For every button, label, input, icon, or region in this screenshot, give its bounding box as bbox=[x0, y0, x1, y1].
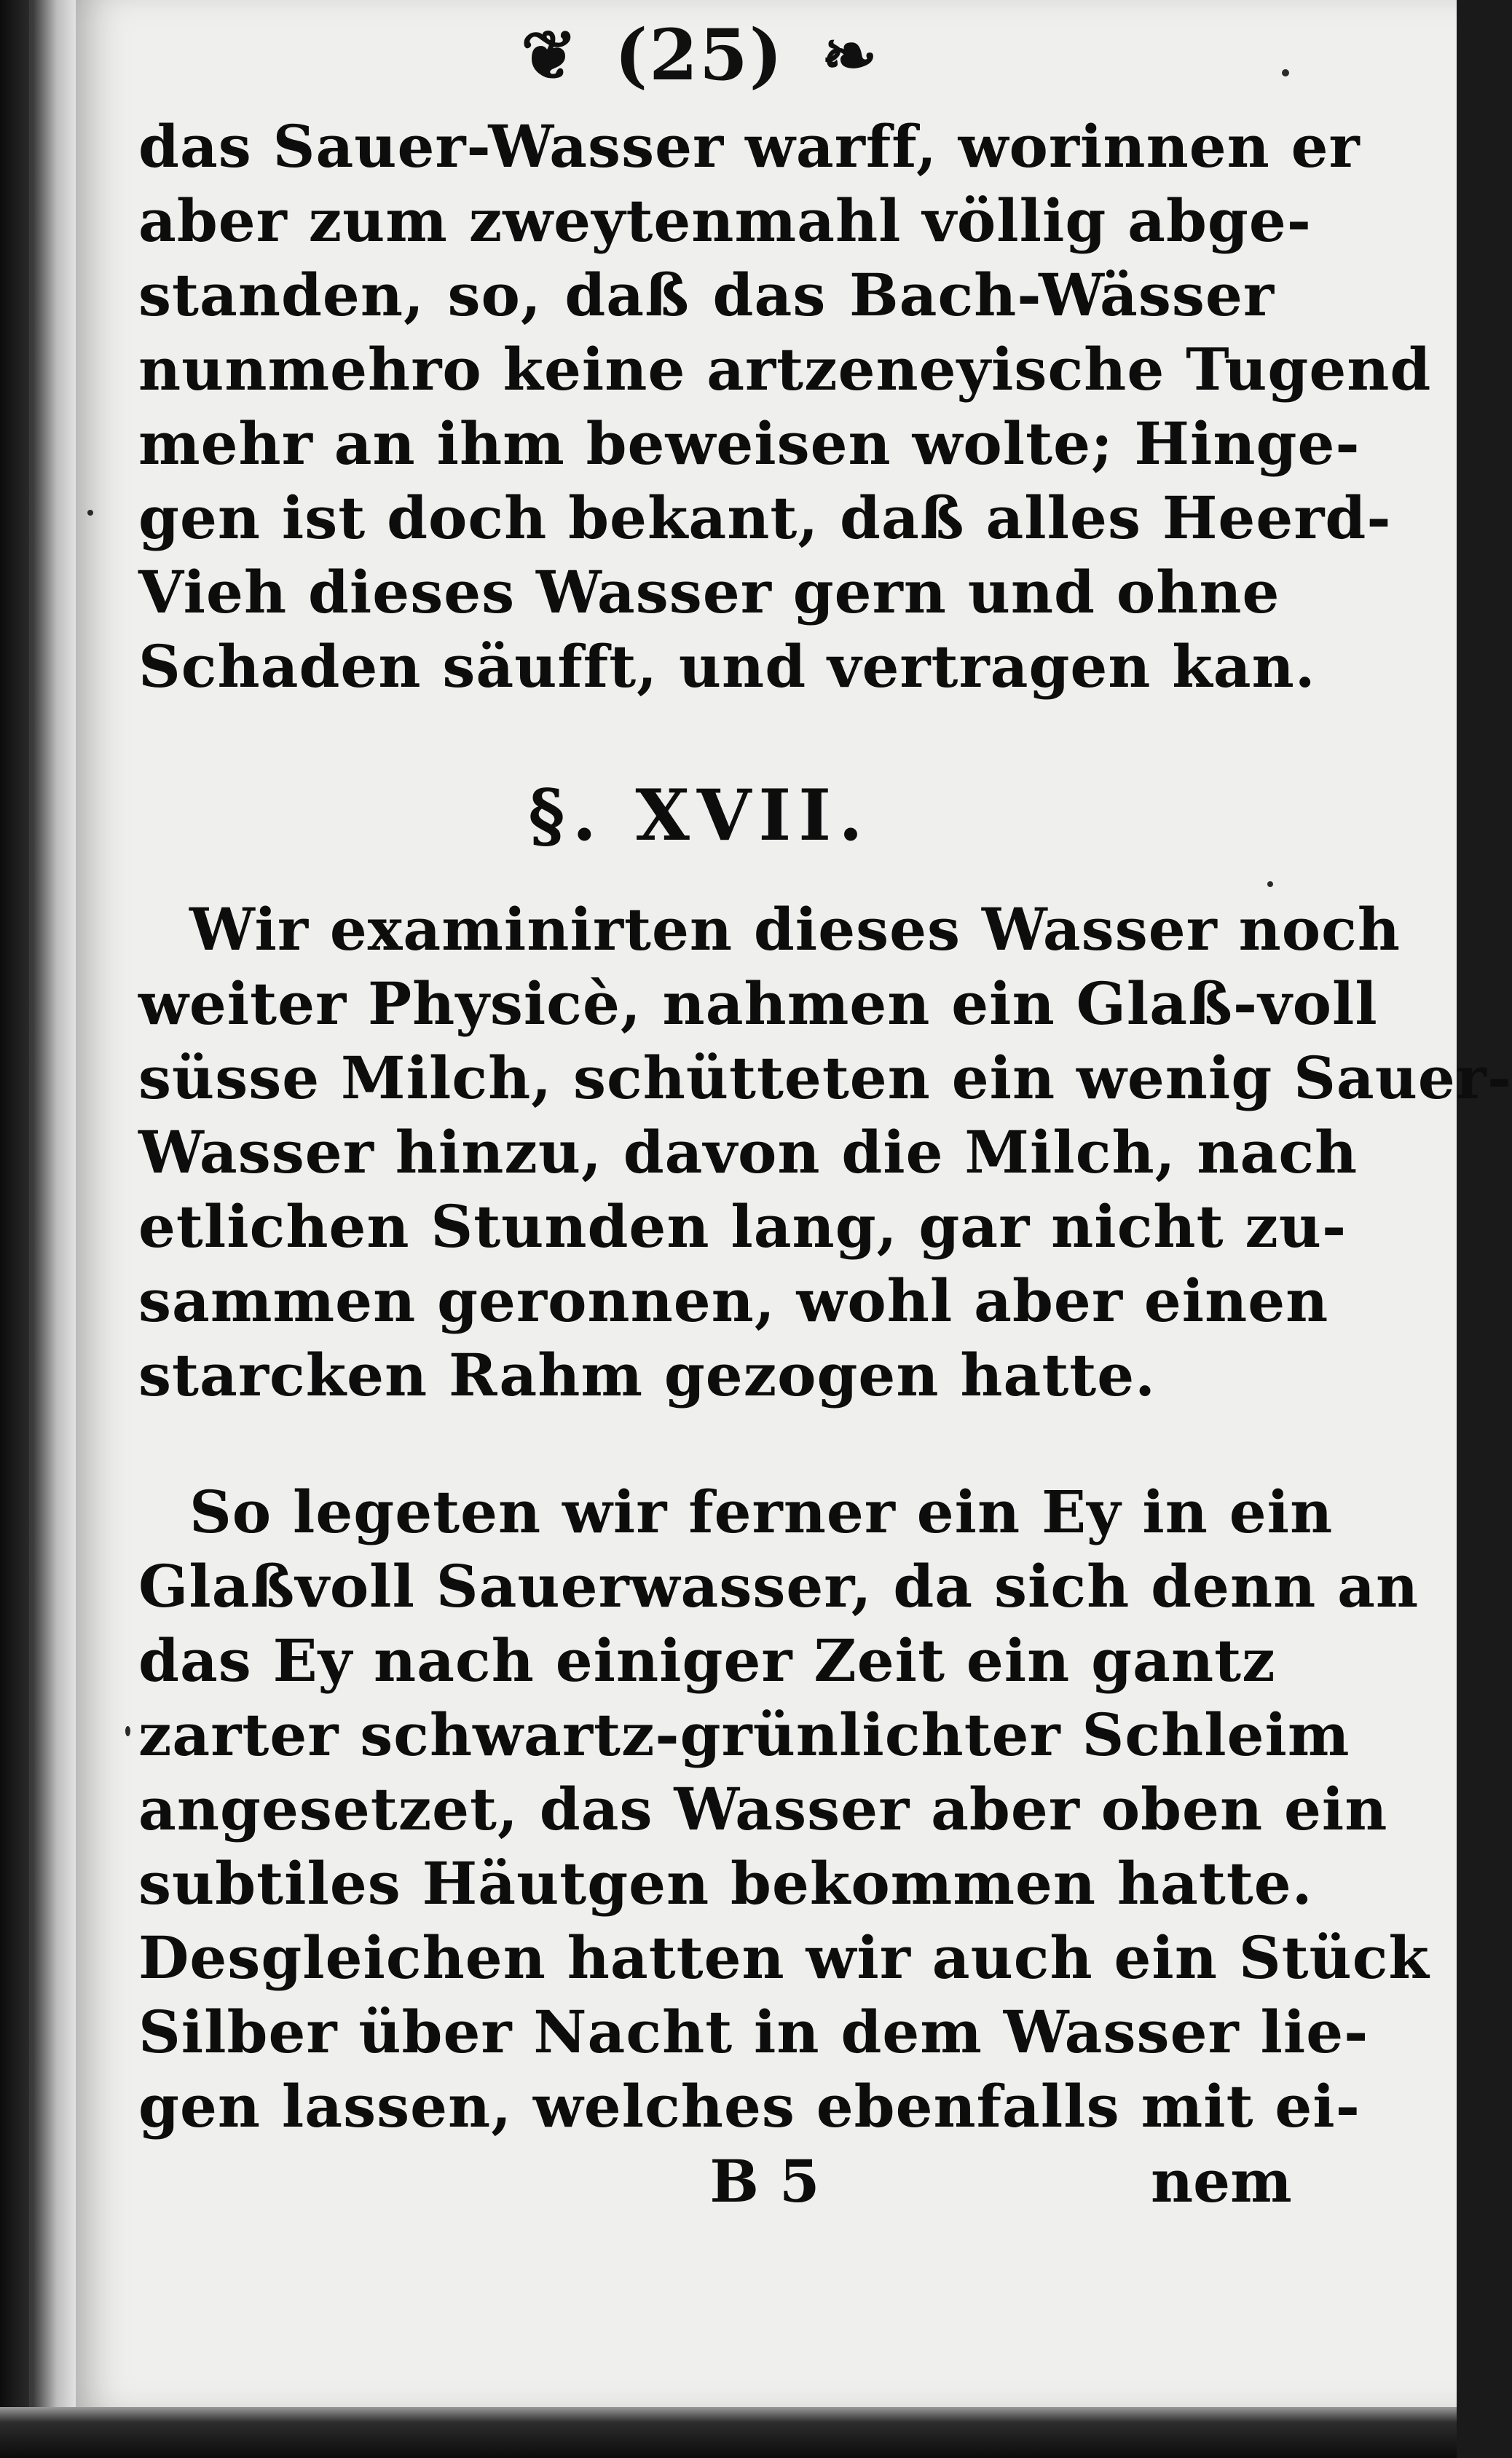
text-line: süsse Milch, schütteten ein wenig Sauer- bbox=[138, 1044, 1512, 1112]
paragraph-2 bbox=[138, 892, 1512, 1412]
left-ornament-icon: ❦ bbox=[521, 16, 578, 95]
text-line: Wir examinirten dieses Wasser noch bbox=[189, 895, 1401, 964]
paragraph-3 bbox=[138, 1475, 1430, 2143]
text-line: aber zum zweytenmahl völlig abge- bbox=[138, 186, 1312, 255]
text-line: sammen geronnen, wohl aber einen bbox=[138, 1267, 1329, 1335]
text-line: Wasser hinzu, davon die Milch, nach bbox=[138, 1118, 1358, 1186]
text-line: gen ist doch bekant, daß alles Heerd- bbox=[138, 484, 1392, 552]
text-line: Silber über Nacht in dem Wasser lie- bbox=[138, 1998, 1369, 2066]
text-line: das Sauer-Wasser warff, worinnen er bbox=[138, 112, 1361, 181]
print-speck bbox=[1282, 69, 1289, 76]
book-bottom-edge bbox=[0, 2407, 1457, 2458]
print-speck bbox=[125, 1726, 130, 1736]
text-line: nunmehro keine artzeneyische Tugend bbox=[138, 335, 1432, 403]
right-ornament-icon: ❧ bbox=[821, 16, 878, 95]
text-line: etlichen Stunden lang, gar nicht zu- bbox=[138, 1192, 1347, 1261]
text-line: zarter schwartz-grünlichter Schleim bbox=[138, 1701, 1350, 1769]
text-line: standen, so, daß das Bach-Wässer bbox=[138, 261, 1275, 329]
catchword: nem bbox=[1151, 2147, 1292, 2215]
text-line: subtiles Häutgen bekommen hatte. bbox=[138, 1849, 1313, 1918]
print-speck bbox=[87, 510, 93, 516]
text-line: Desgleichen hatten wir auch ein Stück bbox=[138, 1923, 1430, 1992]
signature-mark: B 5 bbox=[709, 2147, 820, 2215]
page-header bbox=[466, 6, 932, 97]
book-binding-edge bbox=[0, 0, 76, 2458]
page-number-parens: (25) bbox=[614, 14, 784, 97]
text-line: Glaßvoll Sauerwasser, da sich denn an bbox=[138, 1552, 1420, 1620]
section-heading: §. XVII. bbox=[528, 774, 870, 856]
text-line: weiter Physicè, nahmen ein Glaß-voll bbox=[138, 969, 1378, 1038]
page-number: 25 bbox=[649, 14, 749, 97]
paragraph-1 bbox=[138, 109, 1432, 704]
text-line: das Ey nach einiger Zeit ein gantz bbox=[138, 1626, 1276, 1695]
print-speck bbox=[1267, 881, 1273, 887]
text-line: angesetzet, das Wasser aber oben ein bbox=[138, 1775, 1388, 1843]
text-line: mehr an ihm beweisen wolte; Hinge- bbox=[138, 409, 1361, 478]
text-line: Schaden säufft, und vertragen kan. bbox=[138, 632, 1316, 701]
text-line: Vieh dieses Wasser gern und ohne bbox=[138, 558, 1280, 626]
text-line: starcken Rahm gezogen hatte. bbox=[138, 1341, 1156, 1409]
text-line: So legeten wir ferner ein Ey in ein bbox=[189, 1478, 1334, 1546]
text-line: gen lassen, welches ebenfalls mit ei- bbox=[138, 2072, 1361, 2140]
